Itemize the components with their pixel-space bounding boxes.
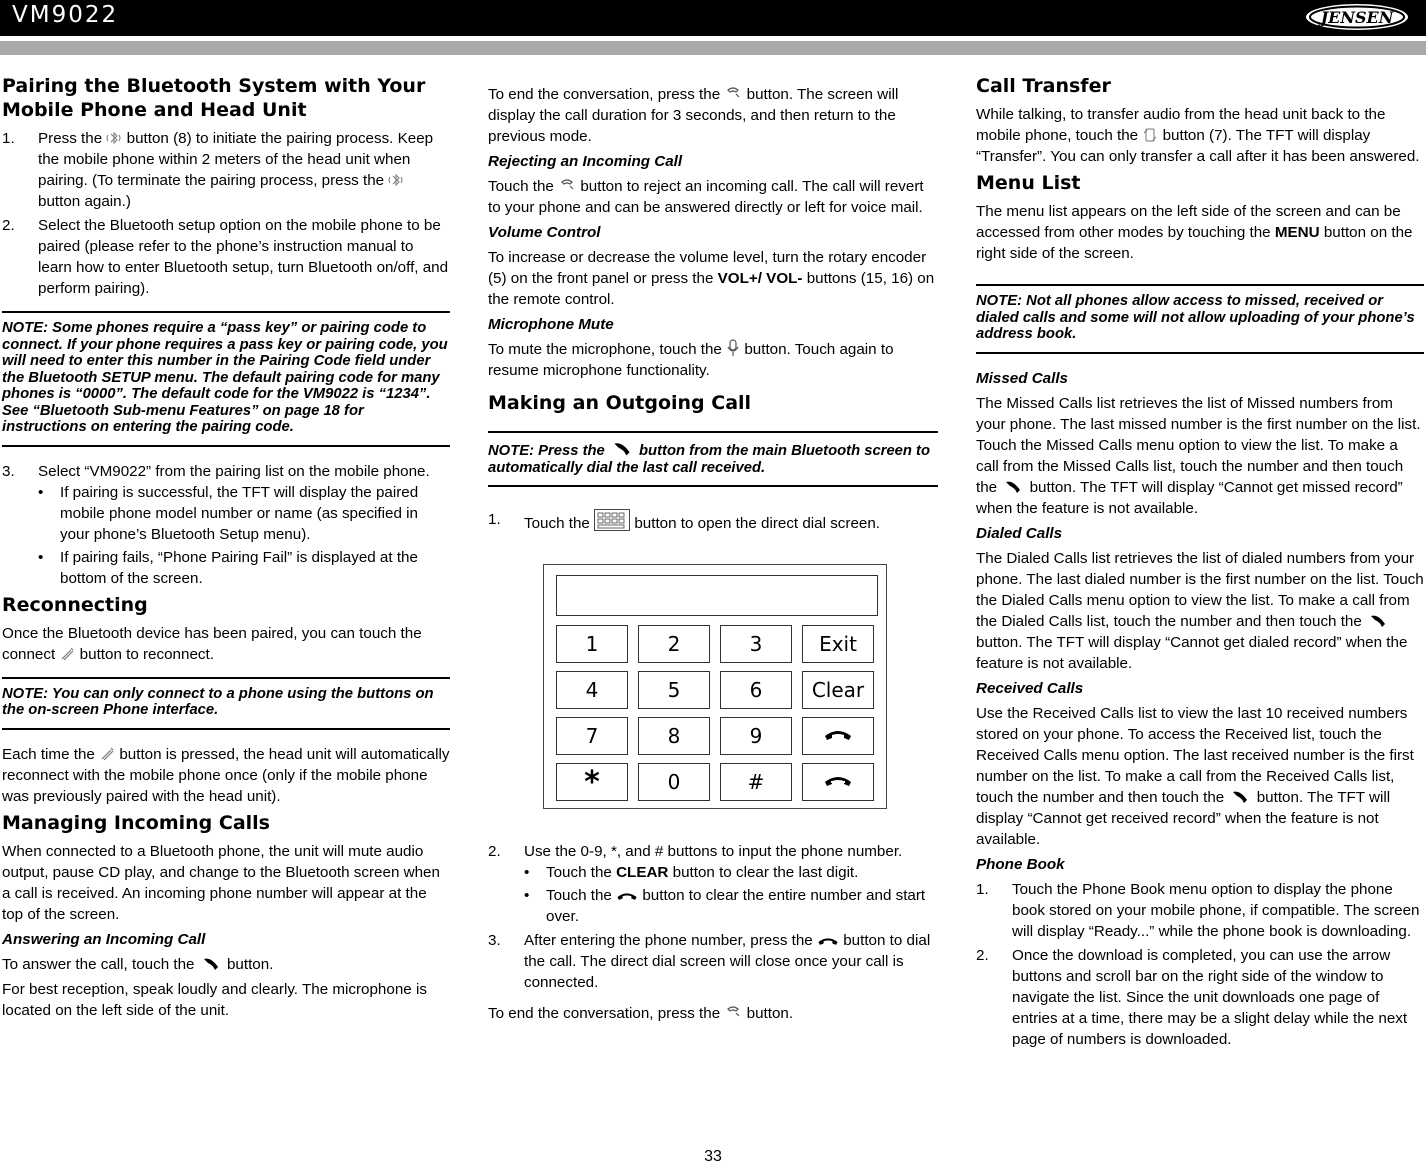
bullet-text: Touch the bbox=[546, 887, 612, 904]
pairing-heading: Pairing the Bluetooth System with Your Mobile Phone and Head Unit bbox=[2, 75, 426, 121]
outgoing-steps bbox=[488, 509, 938, 534]
step-text: Once the download is completed, you can use the arrow buttons and scroll bar on the right side of the window to navigate the list. Since the unit downloads one page of entries at a time, there may be a slight delay while the next page of numbers is downloaded. bbox=[1012, 946, 1408, 1048]
bullet-text: button to clear the entire number and start over. bbox=[546, 887, 926, 925]
paragraph-text: To end the conversation, press the bbox=[488, 1005, 721, 1022]
note-text: NOTE: Press the bbox=[488, 443, 605, 459]
outgoing-steps-continued bbox=[488, 841, 938, 993]
phone-book-heading: Phone Book bbox=[976, 855, 1065, 873]
clear-keyword: CLEAR bbox=[616, 864, 669, 881]
paragraph-text: The Missed Calls list retrieves the list of Missed numbers from your phone. The last missed number is the first number on the list. Touch the Missed Calls menu option to view the list. To make a call from the Missed Calls list, touch the number and then touch the bbox=[976, 394, 1421, 496]
key-8[interactable]: 8 bbox=[638, 717, 710, 755]
paragraph-text: button. The TFT will display “Cannot get missed record” when the feature is not available. bbox=[976, 478, 1403, 517]
received-paragraph bbox=[976, 703, 1424, 850]
paragraph-text: To end the conversation, press the bbox=[488, 86, 721, 103]
reject-paragraph bbox=[488, 176, 938, 218]
transfer-heading: Call Transfer bbox=[976, 75, 1111, 97]
bullet-clear bbox=[524, 862, 938, 883]
mute-paragraph bbox=[488, 339, 938, 381]
outgoing-step-3 bbox=[488, 930, 938, 993]
brand-logo bbox=[1304, 2, 1410, 32]
phone-book-step-1 bbox=[976, 879, 1424, 942]
missed-heading: Missed Calls bbox=[976, 369, 1069, 387]
pairing-step-3 bbox=[2, 461, 450, 589]
step-number: 2. bbox=[2, 217, 15, 234]
note-text: button from the main Bluetooth screen to automatically dial the last call received. bbox=[488, 443, 931, 476]
key-1[interactable]: 1 bbox=[556, 625, 628, 663]
note-pass-key: NOTE: Some phones require a “pass key” or pairing code to connect. If your phone requires a pass key or pairing code, you will need to enter this number in the Pairing Code field under the Bluetooth SETUP menu. The default pairing code for many phones is “0000”. The default code for the VM9022 is “1234”. See “Bluetooth Sub-menu Features” on page 18 for instructions on entering the pairing code. bbox=[2, 311, 450, 447]
call-answer-icon bbox=[1366, 613, 1390, 629]
key-6[interactable]: 6 bbox=[720, 671, 792, 709]
step-text: button to open the direct dial screen. bbox=[634, 515, 881, 532]
hang-up-icon bbox=[724, 1003, 742, 1021]
paragraph-text: button. bbox=[746, 1005, 794, 1022]
column-left bbox=[2, 70, 450, 1025]
end-call-paragraph-2 bbox=[488, 1003, 938, 1024]
managing-paragraph: When connected to a Bluetooth phone, the unit will mute audio output, pause CD play, and change to the Bluetooth screen when a call is received. An incoming phone number will appear at the top of the screen. bbox=[2, 842, 440, 923]
bullet-fail: • If pairing fails, “Phone Pairing Fail” is displayed at the bottom of the screen. bbox=[38, 547, 450, 589]
exit-button[interactable]: Exit bbox=[802, 625, 874, 663]
bullet-text: Touch the bbox=[546, 864, 612, 881]
step-text: Use the 0-9, *, and # buttons to input the phone number. bbox=[524, 843, 903, 860]
outgoing-step-2 bbox=[488, 841, 938, 927]
managing-heading: Managing Incoming Calls bbox=[2, 811, 270, 834]
step-text: Select “VM9022” from the pairing list on the mobile phone. bbox=[38, 462, 430, 480]
step-text: Select the Bluetooth setup option on the mobile phone to be paired (please refer to the phone’s instruction manual to learn how to enter Bluetooth setup, turn Bluetooth on/off, and perform pairing). bbox=[38, 217, 449, 297]
paragraph-text: button to reject an incoming call. The call will revert to your phone and can be answered directly or left for voice mail. bbox=[488, 178, 924, 216]
step-number: 1. bbox=[2, 130, 15, 147]
paragraph-text: button. The TFT will display “Cannot get dialed record” when the feature is not available. bbox=[976, 633, 1408, 672]
step-text: Touch the bbox=[524, 515, 590, 532]
paragraph-text: button (7). The TFT will display “Transfer”. You can only transfer a call after it has been answered. bbox=[976, 127, 1420, 165]
dial-handset-icon bbox=[823, 728, 853, 744]
paragraph-text: Each time the bbox=[2, 745, 95, 763]
bluetooth-pair-icon bbox=[388, 172, 404, 188]
call-answer-icon bbox=[1228, 789, 1252, 805]
step-text: Press the bbox=[38, 130, 103, 147]
header-bar bbox=[0, 0, 1426, 36]
menu-list-heading: Menu List bbox=[976, 172, 1081, 194]
mute-heading: Microphone Mute bbox=[488, 316, 614, 333]
note-connect: NOTE: You can only connect to a phone using the buttons on the on-screen Phone interface. bbox=[2, 677, 450, 730]
column-right bbox=[976, 70, 1424, 1054]
paragraph-text: To mute the microphone, touch the bbox=[488, 341, 722, 358]
connect-icon bbox=[99, 746, 115, 762]
paragraph-text: Once the Bluetooth device has been paired, you can touch the connect bbox=[2, 624, 422, 663]
note-phone-support: NOTE: Not all phones allow access to missed, received or dialed calls and some will not allow uploading of your phone’s address book. bbox=[976, 284, 1424, 354]
microphone-icon bbox=[726, 339, 740, 357]
paragraph-text: button to reconnect. bbox=[79, 645, 214, 663]
clear-button[interactable]: Clear bbox=[802, 671, 874, 709]
header-rule bbox=[0, 41, 1426, 55]
dial-number-display bbox=[556, 575, 878, 616]
rejecting-heading: Rejecting an Incoming Call bbox=[488, 153, 683, 170]
direct-dial-keypad bbox=[543, 564, 887, 809]
menu-paragraph bbox=[976, 201, 1424, 264]
paragraph-text: To increase or decrease the volume level, turn the rotary encoder (5) on the front panel or press the bbox=[488, 249, 927, 287]
paragraph-text: The Dialed Calls list retrieves the list of dialed numbers from your phone. The last dialed number is the first number on the list. Touch the Dialed Calls menu option to view the list. To make a call from the Dialed Calls list, touch the number and then touch the bbox=[976, 549, 1424, 630]
hang-up-icon bbox=[558, 176, 576, 194]
step-text: After entering the phone number, press the bbox=[524, 932, 813, 949]
dial-button[interactable] bbox=[802, 717, 874, 755]
vol-keys: VOL+/ VOL- bbox=[717, 270, 803, 287]
paragraph-text: button. The TFT will display “Cannot get received record” when the feature is not available. bbox=[976, 788, 1391, 848]
key-3[interactable]: 3 bbox=[720, 625, 792, 663]
answering-heading: Answering an Incoming Call bbox=[2, 930, 206, 948]
step-text: Touch the Phone Book menu option to display the phone book stored on your mobile phone, if compatible. The screen will display “Ready...” while the phone book is downloading. bbox=[1012, 880, 1420, 940]
outgoing-heading: Making an Outgoing Call bbox=[488, 392, 752, 414]
transfer-icon bbox=[1142, 127, 1158, 143]
note-last-call bbox=[488, 431, 938, 487]
bullet-clear-all bbox=[524, 885, 938, 927]
pairing-steps-continued bbox=[2, 461, 450, 589]
hang-up-icon bbox=[724, 84, 742, 102]
key-0[interactable]: 0 bbox=[638, 763, 710, 801]
paragraph-text: Touch the bbox=[488, 178, 554, 195]
dialed-heading: Dialed Calls bbox=[976, 524, 1063, 542]
key-7[interactable]: 7 bbox=[556, 717, 628, 755]
menu-keyword: MENU bbox=[1274, 224, 1320, 241]
step-number: 1. bbox=[488, 511, 501, 528]
paragraph-text: To answer the call, touch the bbox=[2, 955, 195, 973]
dial-handset-icon bbox=[817, 936, 839, 948]
step-text: button again.) bbox=[38, 193, 131, 210]
call-answer-icon bbox=[1001, 479, 1025, 495]
bullet-text: button to clear the last digit. bbox=[672, 864, 859, 881]
paragraph-text: button. Touch again to resume microphone functionality. bbox=[488, 341, 894, 379]
volume-heading: Volume Control bbox=[488, 224, 601, 241]
each-time-paragraph bbox=[2, 744, 450, 807]
reconnect-paragraph bbox=[2, 623, 450, 665]
key-hash[interactable]: # bbox=[720, 763, 792, 801]
end-call-paragraph bbox=[488, 84, 938, 147]
paragraph-text: The menu list appears on the left side of the screen and can be accessed from other modes by touching the bbox=[976, 203, 1401, 241]
missed-paragraph bbox=[976, 393, 1424, 519]
model-name: VM9022 bbox=[12, 2, 119, 28]
step-text: button (8) to initiate the pairing process. Keep the mobile phone within 2 meters of the head unit when pairing. (To terminate the pairing process, press the bbox=[38, 130, 434, 189]
pairing-result-list bbox=[38, 482, 450, 589]
dialed-paragraph bbox=[976, 548, 1424, 674]
volume-paragraph bbox=[488, 247, 938, 310]
brand-logo-text: JENSEN bbox=[1320, 8, 1394, 27]
connect-icon bbox=[59, 646, 75, 662]
received-heading: Received Calls bbox=[976, 679, 1084, 697]
step-number: 3. bbox=[2, 462, 15, 480]
outgoing-step-1 bbox=[488, 509, 938, 534]
reception-paragraph: For best reception, speak loudly and clearly. The microphone is located on the left side of the unit. bbox=[2, 980, 427, 1019]
clear-handset-icon bbox=[616, 891, 638, 903]
step-text: button to dial the call. The direct dial screen will close once your call is connected. bbox=[524, 932, 931, 991]
paragraph-text: buttons (15, 16) on the remote control. bbox=[488, 270, 935, 308]
pairing-steps bbox=[2, 128, 450, 299]
paragraph-text: button. The screen will display the call duration for 3 seconds, and then return to the previous mode. bbox=[488, 86, 899, 145]
reconnecting-heading: Reconnecting bbox=[2, 593, 148, 616]
step-number: 2. bbox=[488, 843, 501, 860]
phone-book-steps bbox=[976, 879, 1424, 1050]
clear-handset-icon bbox=[823, 774, 853, 790]
paragraph-text: button on the right side of the screen. bbox=[976, 224, 1413, 262]
paragraph-text: Use the Received Calls list to view the last 10 received numbers stored on your phone. To access the Received list, touch the Received Calls menu option. The last received number is the first number on the list. To make a call from the Received Calls list, touch the number and then touch the bbox=[976, 704, 1414, 806]
key-star[interactable]: * bbox=[556, 763, 628, 801]
bullet-success: • If pairing is successful, the TFT will display the paired mobile phone model number or name (as specified in your phone’s Bluetooth Setup menu). bbox=[38, 482, 450, 545]
page-number: 33 bbox=[704, 1148, 722, 1165]
paragraph-text: While talking, to transfer audio from the head unit back to the mobile phone, touch the bbox=[976, 106, 1386, 144]
key-4[interactable]: 4 bbox=[556, 671, 628, 709]
key-9[interactable]: 9 bbox=[720, 717, 792, 755]
clear-all-button[interactable] bbox=[802, 763, 874, 801]
pairing-step-2 bbox=[2, 215, 450, 299]
phone-book-step-2 bbox=[976, 945, 1424, 1050]
keypad-icon bbox=[594, 509, 630, 531]
step-number: 3. bbox=[488, 932, 501, 949]
pairing-step-1 bbox=[2, 128, 450, 212]
step-number: 2. bbox=[976, 946, 989, 964]
paragraph-text: button is pressed, the head unit will automatically reconnect with the mobile phone once (only if the mobile phone was previously paired with the head unit). bbox=[2, 745, 450, 805]
bluetooth-pair-icon bbox=[106, 130, 122, 146]
key-5[interactable]: 5 bbox=[638, 671, 710, 709]
input-tips-list bbox=[524, 862, 938, 927]
call-answer-icon bbox=[199, 956, 223, 972]
key-2[interactable]: 2 bbox=[638, 625, 710, 663]
call-answer-icon bbox=[609, 440, 635, 458]
column-middle bbox=[488, 70, 938, 1028]
paragraph-text: button. bbox=[226, 955, 274, 973]
transfer-paragraph bbox=[976, 104, 1424, 167]
step-number: 1. bbox=[976, 880, 989, 898]
answer-paragraph bbox=[2, 954, 450, 975]
